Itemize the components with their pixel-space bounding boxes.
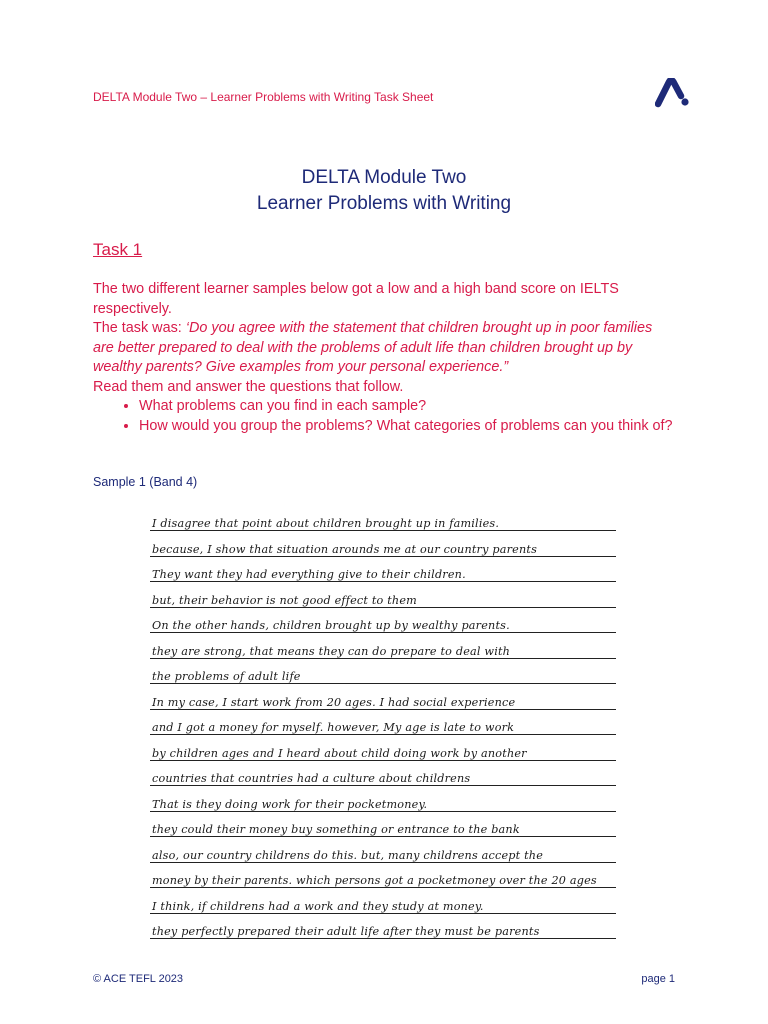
handwritten-line: [150, 607, 616, 633]
handwritten-line-text: I disagree that point about children brought up in families.: [152, 517, 500, 530]
handwritten-line-text: they perfectly prepared their adult life after they must be parents: [152, 925, 540, 938]
footer-page-number: page 1: [641, 973, 675, 985]
footer-copyright: © ACE TEFL 2023: [93, 973, 184, 985]
handwritten-line-text: and I got a money for myself. however, My age is late to work: [152, 721, 515, 734]
handwritten-line: [150, 786, 616, 812]
ace-tefl-logo-icon: [655, 78, 691, 108]
handwritten-line: [150, 505, 616, 531]
handwritten-line-text: On the other hands, children brought up by wealthy parents.: [152, 619, 510, 632]
page-title-line-1: DELTA Module Two: [301, 167, 467, 188]
task-heading: Task 1: [93, 240, 143, 259]
task-statement: [93, 319, 673, 378]
question-list: [93, 397, 673, 436]
handwritten-line-text: the problems of adult life: [152, 670, 301, 683]
handwritten-line-text: but, their behavior is not good effect to them: [152, 593, 417, 607]
handwritten-line-text: They want they had everything give to their children.: [152, 568, 466, 581]
handwritten-line-text: money by their parents. which persons got a pocketmoney over the 20 ages: [152, 874, 597, 887]
handwritten-line-text: by children ages and I heard about child doing work by another: [152, 746, 527, 760]
handwritten-line: [150, 556, 616, 582]
handwritten-line-text: In my case, I start work from 20 ages. I had social experience: [152, 695, 516, 709]
handwritten-line: [150, 735, 616, 761]
question-item: • How would you group the problems? What categories of problems can you think of?: [139, 417, 673, 437]
sample-label: Sample 1 (Band 4): [93, 475, 198, 489]
handwritten-line: [150, 862, 616, 888]
handwritten-line: [150, 888, 616, 914]
handwritten-line: [150, 760, 616, 786]
handwritten-line: [150, 709, 616, 735]
question-item: • What problems can you find in each sample?: [139, 397, 673, 417]
handwritten-line-text: because, I show that situation arounds me at our country parents: [152, 542, 538, 556]
task-instruction: Read them and answer the questions that follow.: [93, 378, 404, 395]
task-prefix: The task was:: [93, 320, 186, 336]
handwritten-line: [150, 913, 616, 939]
handwritten-line-text: they are strong, that means they can do prepare to deal with: [152, 644, 511, 658]
task-quote: ‘Do you agree with the statement that children brought up in poor families are better prepared to deal with the problems of adult life than children brought up by wealthy parents? Give examples from your personal experience.”: [93, 320, 653, 375]
handwritten-line-text: I think, if childrens had a work and they study at money.: [152, 899, 484, 913]
handwritten-sample: [150, 505, 620, 945]
handwritten-line: [150, 531, 616, 557]
task-body: [93, 280, 673, 436]
handwritten-line-text: they could their money buy something or entrance to the bank: [152, 823, 520, 836]
handwritten-line: [150, 811, 616, 837]
handwritten-line-text: countries that countries had a culture about childrens: [152, 772, 471, 785]
handwritten-line: [150, 837, 616, 863]
task-intro: The two different learner samples below got a low and a high band score on IELTS respectively.: [93, 281, 619, 317]
handwritten-line-text: That is they doing work for their pocketmoney.: [152, 797, 428, 811]
page-title-line-2: Learner Problems with Writing: [256, 193, 512, 214]
handwritten-line: [150, 582, 616, 608]
handwritten-line-text: also, our country childrens do this. but, many childrens accept the: [152, 848, 544, 862]
handwritten-line: [150, 658, 616, 684]
running-header: DELTA Module Two – Learner Problems with Writing Task Sheet: [93, 90, 434, 104]
handwritten-line: [150, 684, 616, 710]
handwritten-line: [150, 633, 616, 659]
